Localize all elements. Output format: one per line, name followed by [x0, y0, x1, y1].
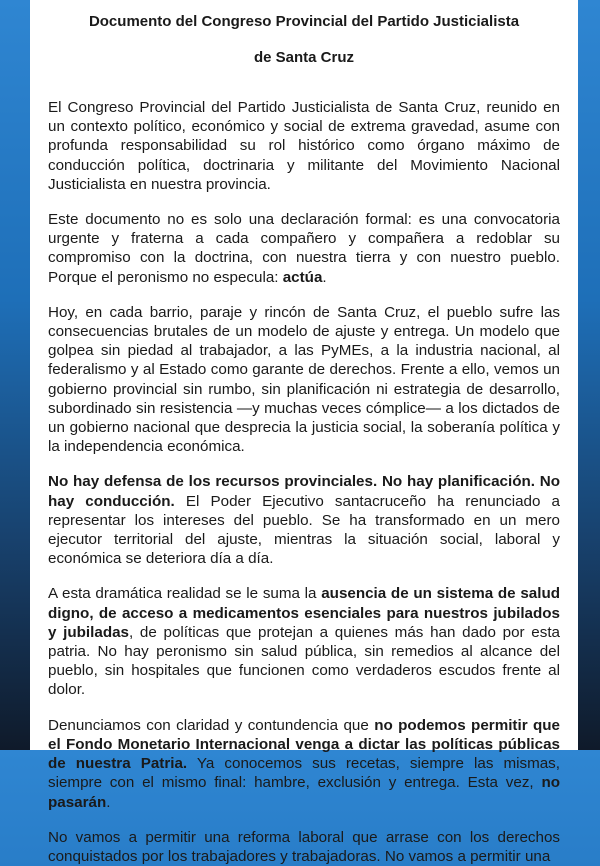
paragraph-2	[48, 210, 560, 287]
paragraph-6-bold-2: no pasarán	[48, 774, 560, 811]
paragraph-5-start: A esta dramática realidad se le suma la	[48, 585, 322, 603]
paragraph-2-end: .	[322, 268, 327, 286]
paragraph-5-bold: ausencia de un sistema de salud digno, de acceso a medicamentos esenciales para nuestros jubilados y jubiladas	[48, 585, 561, 641]
paragraph-6	[48, 716, 560, 812]
paragraph-2-text: Este documento no es solo una declaración formal: es una convocatoria urgente y fraterna a cada compañero y compañera a redoblar su compromiso con la doctrina, con nuestra tierra y con nuestro pueblo. Porque el peronismo no especula:	[48, 211, 560, 286]
paragraph-6-end: .	[106, 793, 111, 811]
paragraph-5-text: , de políticas que protejan a quienes más han dado por esta patria. No hay peronismo sin salud pública, sin remedios al alcance del pueblo, sin hospitales que funcionen como verdaderos escudos frente al dolor.	[48, 623, 561, 699]
paragraph-7: No vamos a permitir una reforma laboral que arrase con los derechos conquistados por los trabajadores y trabajadoras. No vamos a permitir una	[48, 828, 560, 865]
paragraph-3: Hoy, en cada barrio, paraje y rincón de Santa Cruz, el pueblo sufre las consecuencias brutales de un modelo de ajuste y entrega. Un modelo que golpea sin piedad al trabajador, a las PyMEs, a la industria nacional, al federalismo y al Estado como garante de derechos. Frente a ello, vemos un gobierno provincial sin rumbo, sin planificación ni estrategia de desarrollo, subordinado sin resistencia —y muchas veces cómplice— a los dictados de un gobierno nacional que desprecia la justicia social, la soberanía política y la independencia económica.	[48, 303, 560, 456]
paragraph-6-bold: no podemos permitir que el Fondo Monetario Internacional venga a dictar las políticas públicas de nuestra Patria.	[48, 716, 560, 773]
paragraph-1: El Congreso Provincial del Partido Justicialista de Santa Cruz, reunido en un contexto político, económico y social de extrema gravedad, asume con profunda responsabilidad su rol histórico como órgano máximo de conducción política, doctrinaria y militante del Movimiento Nacional Justicialista en nuestra provincia.	[48, 99, 560, 193]
paragraph-6-text: Ya conocemos sus recetas, siempre las mismas, siempre con el mismo final: hambre, exclusión y entrega. Esta vez,	[48, 755, 560, 792]
paragraph-4-bold: No hay defensa de los recursos provinciales. No hay planificación. No hay conducción.	[48, 473, 560, 510]
document-subtitle: de Santa Cruz	[253, 49, 355, 66]
paragraph-2-bold: actúa	[282, 268, 323, 286]
paragraph-6-start: Denunciamos con claridad y contundencia que	[48, 716, 375, 734]
paragraph-5	[48, 584, 560, 699]
document-page	[30, 0, 578, 865]
document-title: Documento del Congreso Provincial del Partido Justicialista	[88, 13, 520, 30]
paragraph-4	[48, 472, 560, 568]
paragraph-4-text: El Poder Ejecutivo santacruceño ha renunciado a representar los intereses del pueblo. Se ha transformado en un mero ejecutor territorial del ajuste, mientras la situación social, laboral y económica se deteriora día a día.	[48, 492, 560, 568]
